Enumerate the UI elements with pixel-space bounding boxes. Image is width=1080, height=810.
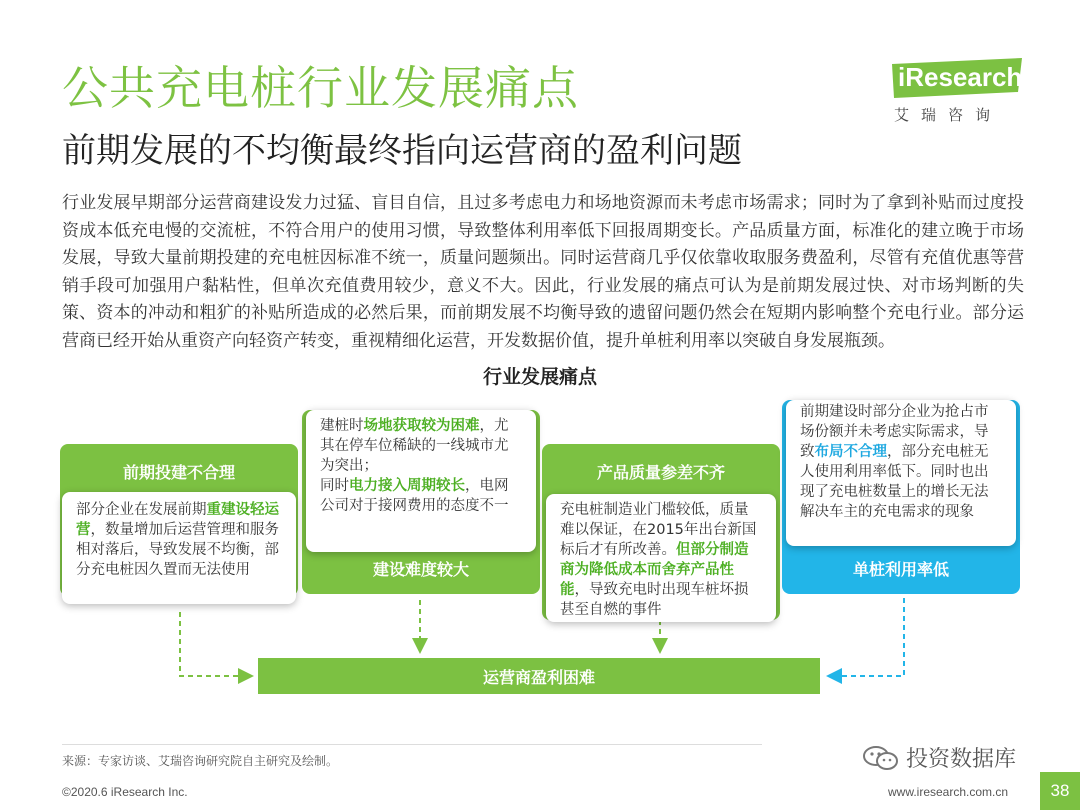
- box3-text-a: 充电桩制造业门槛较低，质量难以保证，在2015年出台新国标后才有所改善。: [560, 502, 757, 558]
- box4-text-b: ，部分充电桩无人使用利用率低下。同时也出现了充电桩数量上的增长无法解决车主的充电需求的现象: [800, 444, 989, 520]
- page-number: 38: [1040, 772, 1080, 810]
- watermark: [862, 742, 1016, 773]
- box2-text-d: ，电网公司对于接网费用的态度不一: [320, 478, 509, 514]
- iresearch-logo: [888, 58, 1038, 128]
- box1-text-b: ，数量增加后运营管理和服务相对落后，导致发展不均衡，部分充电桩因久置而无法使用: [76, 522, 279, 578]
- site-url: www.iresearch.com.cn: [888, 785, 1009, 799]
- box2-header-label: 建设难度较大: [372, 560, 469, 579]
- box4-text-a: 前期建设时部分企业为抢占市场份额并未考虑实际需求，导致: [800, 404, 989, 460]
- page-subtitle: 前期发展的不均衡最终指向运营商的盈利问题: [62, 131, 742, 171]
- footer-divider: [62, 744, 762, 745]
- box3-card: [546, 494, 776, 622]
- box1-header-label: 前期投建不合理: [122, 463, 235, 482]
- bottom-result-bar: [258, 658, 820, 694]
- box2-text-c: 同时: [320, 478, 349, 494]
- box2-text-b: ，尤其在停车位稀缺的一线城市尤为突出；: [320, 418, 509, 474]
- bottom-result-label: 运营商盈利困难: [482, 667, 595, 687]
- box4-header-label: 单桩利用率低: [852, 560, 949, 579]
- box3-highlight: 但部分制造商为降低成本而舍弃产品性能: [560, 542, 749, 598]
- box3-text-b: ，导致充电时出现车桩坏损甚至自燃的事件: [560, 582, 749, 618]
- logo-wordmark: iResearch: [898, 62, 1023, 92]
- box2-text-a: 建桩时: [320, 418, 364, 434]
- box4-highlight: 布局不合理: [814, 444, 887, 460]
- wechat-icon: [862, 745, 900, 771]
- box3-header-label: 产品质量参差不齐: [596, 463, 725, 482]
- box2-card: [306, 410, 536, 552]
- box1-text-a: 部分企业在发展前期: [76, 502, 207, 518]
- watermark-text: 投资数据库: [906, 747, 1017, 772]
- box4-card: [786, 400, 1016, 546]
- box2-highlight-1: 场地获取较为困难: [363, 418, 480, 434]
- logo-cn-text: 艾瑞咨询: [894, 106, 1003, 124]
- diagram-title: 行业发展痛点: [482, 366, 597, 388]
- body-paragraph: 行业发展早期部分运营商建设发力过猛、盲目自信，且过多考虑电力和场地资源而未考虑市场需求；同时为了拿到补贴而过度投资成本低充电慢的交流桩，不符合用户的使用习惯，导致整体利用率低下回报周期变长。产品质量方面，标准化的建立晚于市场发展，导致大量前期投建的充电桩因标准不统一，质量问题频出。同时运营商几乎仅依靠收取服务费盈利，尽管有充值优惠等营销手段可加强用户黏粘性，但单次充值费用较少，意义不大。因此，行业发展的痛点可认为是前期发展过快、对市场判断的失策、资本的冲动和粗犷的补贴所造成的必然后果，而前期发展不均衡导致的遗留问题仍然会在短期内影响整个充电行业。部分运营商已经开始从重资产向轻资产转变，重视精细化运营，开发数据价值，提升单桩利用率以突破自身发展瓶颈。: [62, 193, 1024, 351]
- box1-card: [62, 492, 296, 604]
- source-note: 来源：专家访谈、艾瑞咨询研究院自主研究及绘制。: [62, 754, 339, 768]
- box2-highlight-2: 电力接入周期较长: [349, 478, 465, 494]
- page-title: 公共充电桩行业发展痛点: [62, 61, 579, 115]
- box1-highlight: 重建设轻运营: [76, 502, 279, 538]
- copyright: ©2020.6 iResearch Inc.: [62, 785, 188, 799]
